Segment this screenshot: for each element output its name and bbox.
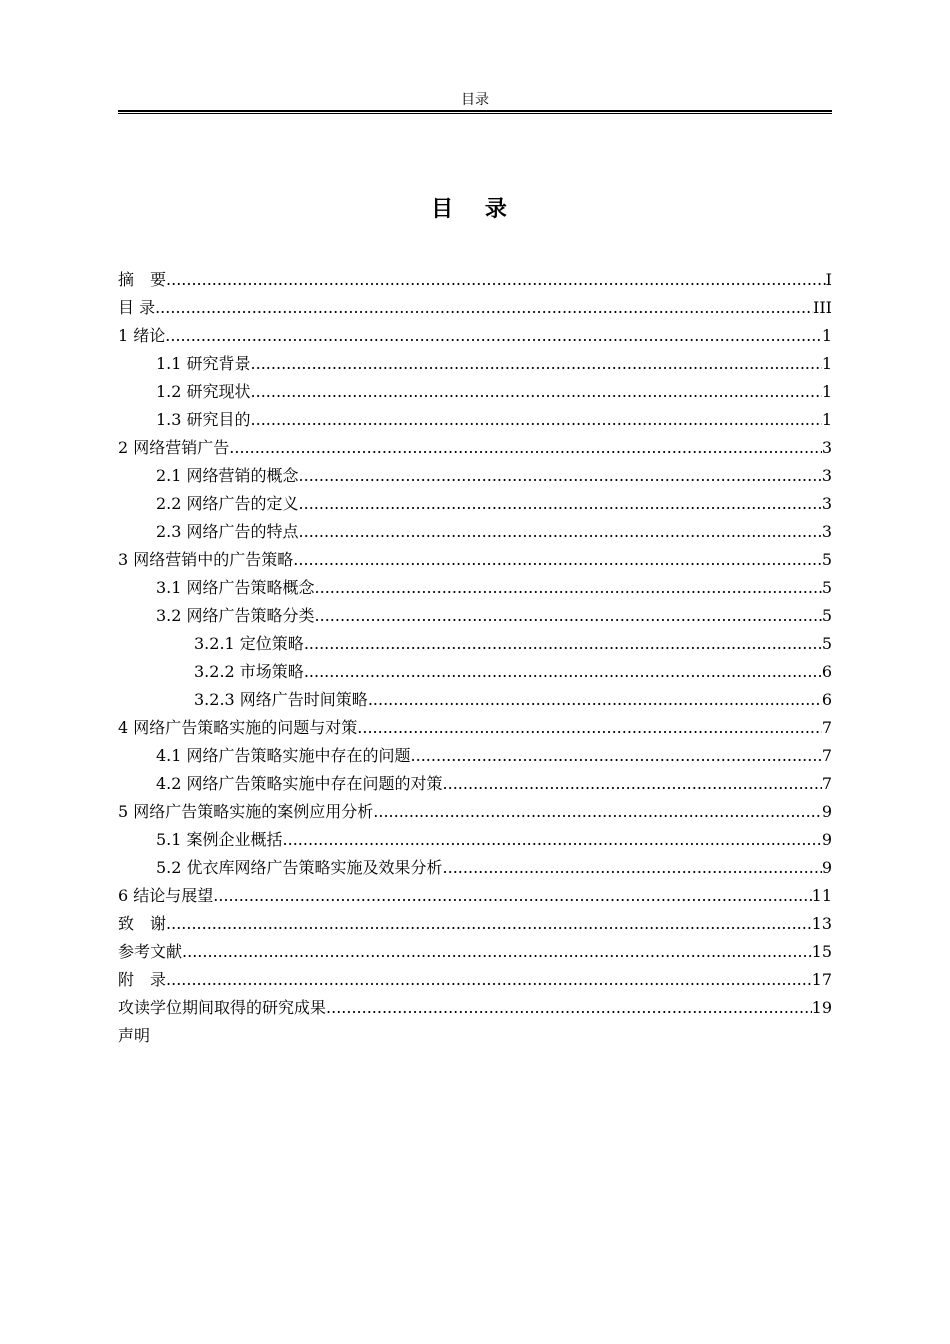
toc-entry[interactable] [118, 826, 832, 854]
toc-entry-page: 3 [821, 494, 832, 513]
toc-entry-page: 1 [821, 354, 832, 373]
toc-title: 目 录 [431, 196, 519, 222]
toc-leader-dots [155, 294, 813, 322]
toc-entry[interactable] [118, 630, 832, 658]
toc-leader-dots [443, 770, 822, 798]
toc-leader-dots [299, 518, 822, 546]
toc-entry-label: 参考文献 [118, 942, 183, 961]
toc-leader-dots [283, 826, 822, 854]
toc-entry[interactable] [118, 490, 832, 518]
toc-entry-page: 15 [811, 942, 832, 961]
toc-entry-page: 7 [821, 774, 832, 793]
toc-leader-dots [166, 966, 812, 994]
toc-leader-dots [299, 462, 822, 490]
toc-entry[interactable] [118, 574, 832, 602]
toc-entry-page: 3 [821, 466, 832, 485]
toc-entry[interactable] [118, 378, 832, 406]
toc-entry[interactable] [118, 322, 832, 350]
toc-entry[interactable] [118, 546, 832, 574]
toc-entry-page: 6 [821, 690, 832, 709]
toc-entry[interactable] [118, 854, 832, 882]
toc-entry[interactable] [118, 938, 832, 966]
toc-entry-label: 4.2 网络广告策略实施中存在问题的对策 [156, 774, 443, 793]
toc-leader-dots [165, 322, 822, 350]
toc-entry[interactable] [118, 658, 832, 686]
toc-leader-dots [213, 882, 811, 910]
toc-entry[interactable] [118, 910, 832, 938]
toc-entry-page: 3 [821, 522, 832, 541]
toc-entry-label: 1.1 研究背景 [156, 354, 251, 373]
toc-entry[interactable] [118, 882, 832, 910]
toc-entry-label: 3.1 网络广告策略概念 [156, 578, 315, 597]
toc-leader-dots [229, 434, 822, 462]
toc-entry-label: 摘 要 [118, 270, 167, 289]
toc-entry[interactable] [118, 1022, 832, 1050]
toc-entry-page: 17 [811, 970, 832, 989]
toc-entry-label: 致 谢 [118, 914, 167, 933]
toc-entry-label: 3.2 网络广告策略分类 [156, 606, 315, 625]
toc-entry-page: III [813, 298, 832, 317]
toc-entry-label: 6 结论与展望 [118, 886, 214, 905]
toc-leader-dots [357, 714, 822, 742]
toc-entry-label: 5.1 案例企业概括 [156, 830, 283, 849]
toc-entry-page: 9 [821, 802, 832, 821]
toc-entry[interactable] [118, 686, 832, 714]
toc-leader-dots [251, 378, 822, 406]
toc-entry-page: 9 [821, 830, 832, 849]
toc-entry-label: 2.3 网络广告的特点 [156, 522, 299, 541]
toc-leader-dots [304, 630, 822, 658]
toc-entry-label: 攻读学位期间取得的研究成果 [118, 998, 327, 1017]
toc-entry-page: 6 [821, 662, 832, 681]
toc-leader-dots [315, 602, 822, 630]
toc-entry-page: 1 [821, 382, 832, 401]
toc-leader-dots [443, 854, 822, 882]
toc-entry-page: 11 [811, 886, 832, 905]
toc-entry[interactable] [118, 406, 832, 434]
toc-leader-dots [166, 266, 826, 294]
toc-entry-page: 19 [811, 998, 832, 1017]
toc-entry-label: 目 录 [118, 298, 156, 317]
table-of-contents [118, 266, 832, 1050]
toc-entry-label: 5.2 优衣库网络广告策略实施及效果分析 [156, 858, 443, 877]
toc-leader-dots [299, 490, 822, 518]
toc-entry-label: 2.1 网络营销的概念 [156, 466, 299, 485]
toc-entry[interactable] [118, 966, 832, 994]
toc-leader-dots [166, 910, 812, 938]
toc-entry-page: 5 [821, 578, 832, 597]
toc-entry-page: 5 [821, 606, 832, 625]
toc-entry-page: 7 [821, 718, 832, 737]
toc-leader-dots [293, 546, 822, 574]
header-rule [118, 110, 832, 114]
toc-entry[interactable] [118, 350, 832, 378]
toc-leader-dots [315, 574, 822, 602]
toc-leader-dots [304, 658, 822, 686]
toc-leader-dots [326, 994, 812, 1022]
toc-entry-label: 1.3 研究目的 [156, 410, 251, 429]
toc-entry-page: 3 [821, 438, 832, 457]
toc-entry-label: 1.2 研究现状 [156, 382, 251, 401]
toc-entry-label: 3.2.1 定位策略 [194, 634, 304, 653]
toc-entry[interactable] [118, 602, 832, 630]
toc-leader-dots [251, 406, 822, 434]
toc-entry-page: 9 [821, 858, 832, 877]
page-header: 目录 [461, 92, 489, 108]
toc-leader-dots [251, 350, 822, 378]
toc-entry-page: 1 [821, 326, 832, 345]
toc-leader-dots [182, 938, 812, 966]
toc-entry[interactable] [118, 266, 832, 294]
toc-entry-page: 5 [821, 634, 832, 653]
toc-entry-label: 5 网络广告策略实施的案例应用分析 [118, 802, 374, 821]
toc-entry[interactable] [118, 462, 832, 490]
toc-entry[interactable] [118, 294, 832, 322]
toc-entry-page: I [825, 270, 832, 289]
toc-entry-label: 附 录 [118, 970, 167, 989]
toc-entry-label: 2 网络营销广告 [118, 438, 230, 457]
toc-entry-label: 4.1 网络广告策略实施中存在的问题 [156, 746, 411, 765]
toc-entry-label: 3.2.3 网络广告时间策略 [194, 690, 368, 709]
toc-entry-label: 4 网络广告策略实施的问题与对策 [118, 718, 358, 737]
toc-entry-label: 1 绪论 [118, 326, 166, 345]
toc-leader-dots [368, 686, 822, 714]
toc-entry-label: 声明 [118, 1026, 151, 1045]
toc-entry[interactable] [118, 798, 832, 826]
toc-entry[interactable] [118, 742, 832, 770]
toc-entry-page: 7 [821, 746, 832, 765]
toc-entry-label: 2.2 网络广告的定义 [156, 494, 299, 513]
toc-entry[interactable] [118, 434, 832, 462]
toc-leader-dots [411, 742, 822, 770]
toc-entry[interactable] [118, 770, 832, 798]
toc-entry-label: 3.2.2 市场策略 [194, 662, 304, 681]
toc-leader-dots [373, 798, 822, 826]
toc-entry-page: 1 [821, 410, 832, 429]
toc-entry[interactable] [118, 714, 832, 742]
toc-entry-page: 5 [821, 550, 832, 569]
toc-entry-label: 3 网络营销中的广告策略 [118, 550, 294, 569]
toc-entry[interactable] [118, 994, 832, 1022]
toc-entry[interactable] [118, 518, 832, 546]
toc-entry-page: 13 [811, 914, 832, 933]
